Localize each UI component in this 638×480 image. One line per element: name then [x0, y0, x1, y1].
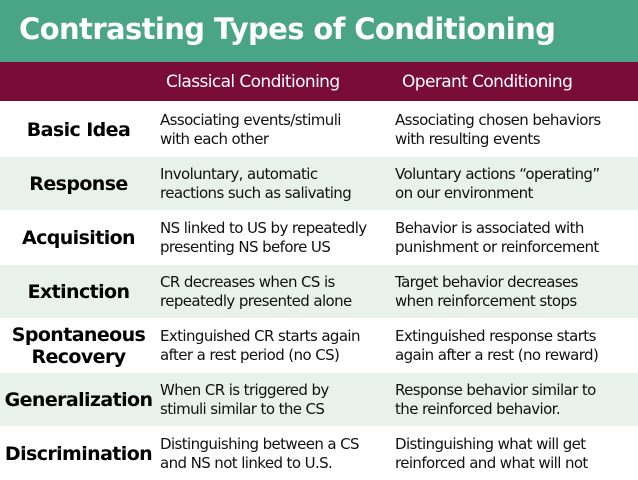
operant-cell: Target behavior decreases when reinforcement stops: [395, 272, 578, 310]
row-label: Acquisition: [21, 226, 135, 249]
operant-cell: Response behavior similar to the reinforced behavior.: [395, 380, 596, 418]
operant-cell: Distinguishing what will get reinforced and what will not: [395, 434, 588, 472]
row-label: Generalization: [4, 388, 153, 411]
classical-cell: NS linked to US by repeatedly presenting NS before US: [160, 218, 367, 256]
table-row: [0, 103, 638, 156]
row-label: Spontaneous Recovery: [11, 323, 146, 368]
classical-cell: Involuntary, automatic reactions such as salivating: [160, 164, 352, 202]
slide-title: Contrasting Types of Conditioning: [19, 12, 556, 46]
table-row: [0, 265, 638, 318]
operant-cell: Extinguished response starts again after a rest (no reward): [395, 326, 599, 364]
row-label: Basic Idea: [26, 118, 131, 141]
classical-cell: CR decreases when CS is repeatedly presented alone: [160, 272, 352, 310]
table-row: [0, 373, 638, 426]
operant-cell: Voluntary actions “operating” on our environment: [395, 164, 600, 202]
classical-cell: Extinguished CR starts again after a rest period (no CS): [160, 326, 360, 364]
table-row: [0, 211, 638, 264]
classical-column-header: Classical Conditioning: [166, 71, 340, 92]
classical-cell: Associating events/stimuli with each other: [160, 110, 341, 148]
table-row: [0, 157, 638, 210]
operant-cell: Associating chosen behaviors with resulting events: [395, 110, 601, 148]
title-bar: [0, 0, 638, 62]
row-label: Extinction: [27, 280, 130, 303]
operant-column-header: Operant Conditioning: [402, 71, 573, 92]
table-header: [0, 62, 638, 101]
classical-cell: Distinguishing between a CS and NS not linked to U.S.: [160, 434, 359, 472]
operant-cell: Behavior is associated with punishment or reinforcement: [395, 218, 599, 256]
table-row: [0, 319, 638, 372]
row-label: Response: [29, 172, 128, 195]
table-row: [0, 427, 638, 480]
row-label: Discrimination: [4, 442, 153, 465]
classical-cell: When CR is triggered by stimuli similar to the CS: [160, 380, 329, 418]
